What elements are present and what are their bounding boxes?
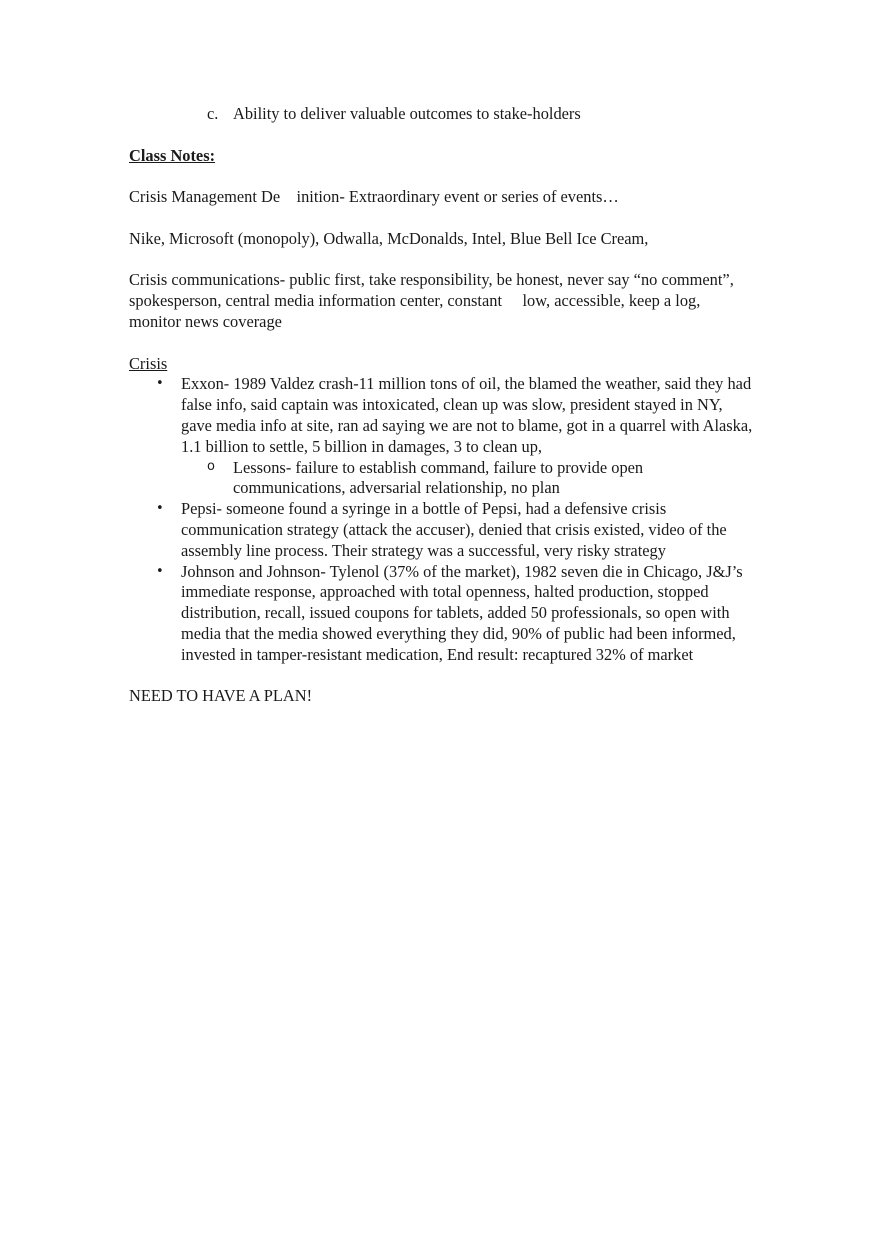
class-notes-heading: Class Notes: — [129, 145, 216, 165]
crisis-case-list — [129, 374, 754, 665]
bullet-icon: • — [156, 501, 164, 517]
closing-statement: NEED TO HAVE A PLAN! — [129, 686, 313, 706]
case-sub-list — [181, 458, 754, 500]
document-body — [129, 104, 754, 728]
case-text: Pepsi- someone found a syringe in a bottle of Pepsi, had a defensive crisis communication strategy (attack the accuser), denied that crisis existed, video of the assembly line process. Their strategy was a successful, very risky strategy — [181, 499, 727, 560]
outline-text: Ability to deliver valuable outcomes to stake-holders — [233, 104, 581, 123]
outline-item-c — [129, 104, 754, 125]
sub-bullet-icon: o — [207, 458, 215, 474]
bullet-icon: • — [156, 563, 164, 579]
company-examples: Nike, Microsoft (monopoly), Odwalla, McDonalds, Intel, Blue Bell Ice Cream, — [129, 228, 649, 248]
case-johnson-and-johnson — [129, 562, 754, 666]
outline-marker: c. — [207, 104, 219, 123]
crisis-heading: Crisis — [129, 353, 168, 373]
case-text: Johnson and Johnson- Tylenol (37% of the market), 1982 seven die in Chicago, J&J’s immediate response, approached with total openness, halted production, stopped distribution, recall, issued coupons for tablets, added 50 professionals, so open with media that the media showed everything they did, 90% of public had been informed, invested in tamper-resistant medication, End result: recaptured 32% of market — [181, 561, 743, 664]
crisis-management-definition: Crisis Management De inition- Extraordinary event or series of events… — [129, 187, 619, 207]
case-exxon — [129, 374, 754, 499]
crisis-communications-notes: Crisis communications- public first, take responsibility, be honest, never say “no comment”, spokesperson, central media information center, constant low, accessible, keep a log, monitor news coverage — [129, 270, 738, 331]
lessons-text: Lessons- failure to establish command, failure to provide open communications, adversarial relationship, no plan — [233, 457, 644, 498]
case-lessons — [181, 458, 754, 500]
bullet-icon: • — [156, 376, 164, 392]
case-pepsi — [129, 499, 754, 561]
case-text: Exxon- 1989 Valdez crash-11 million tons of oil, the blamed the weather, said they had false info, said captain was intoxicated, clean up was slow, president stayed in NY, gave media info at site, ran ad saying we are not to blame, got in a quarrel with Alaska, 1.1 billion to settle, 5 billion in damages, 3 to clean up, — [181, 374, 753, 456]
